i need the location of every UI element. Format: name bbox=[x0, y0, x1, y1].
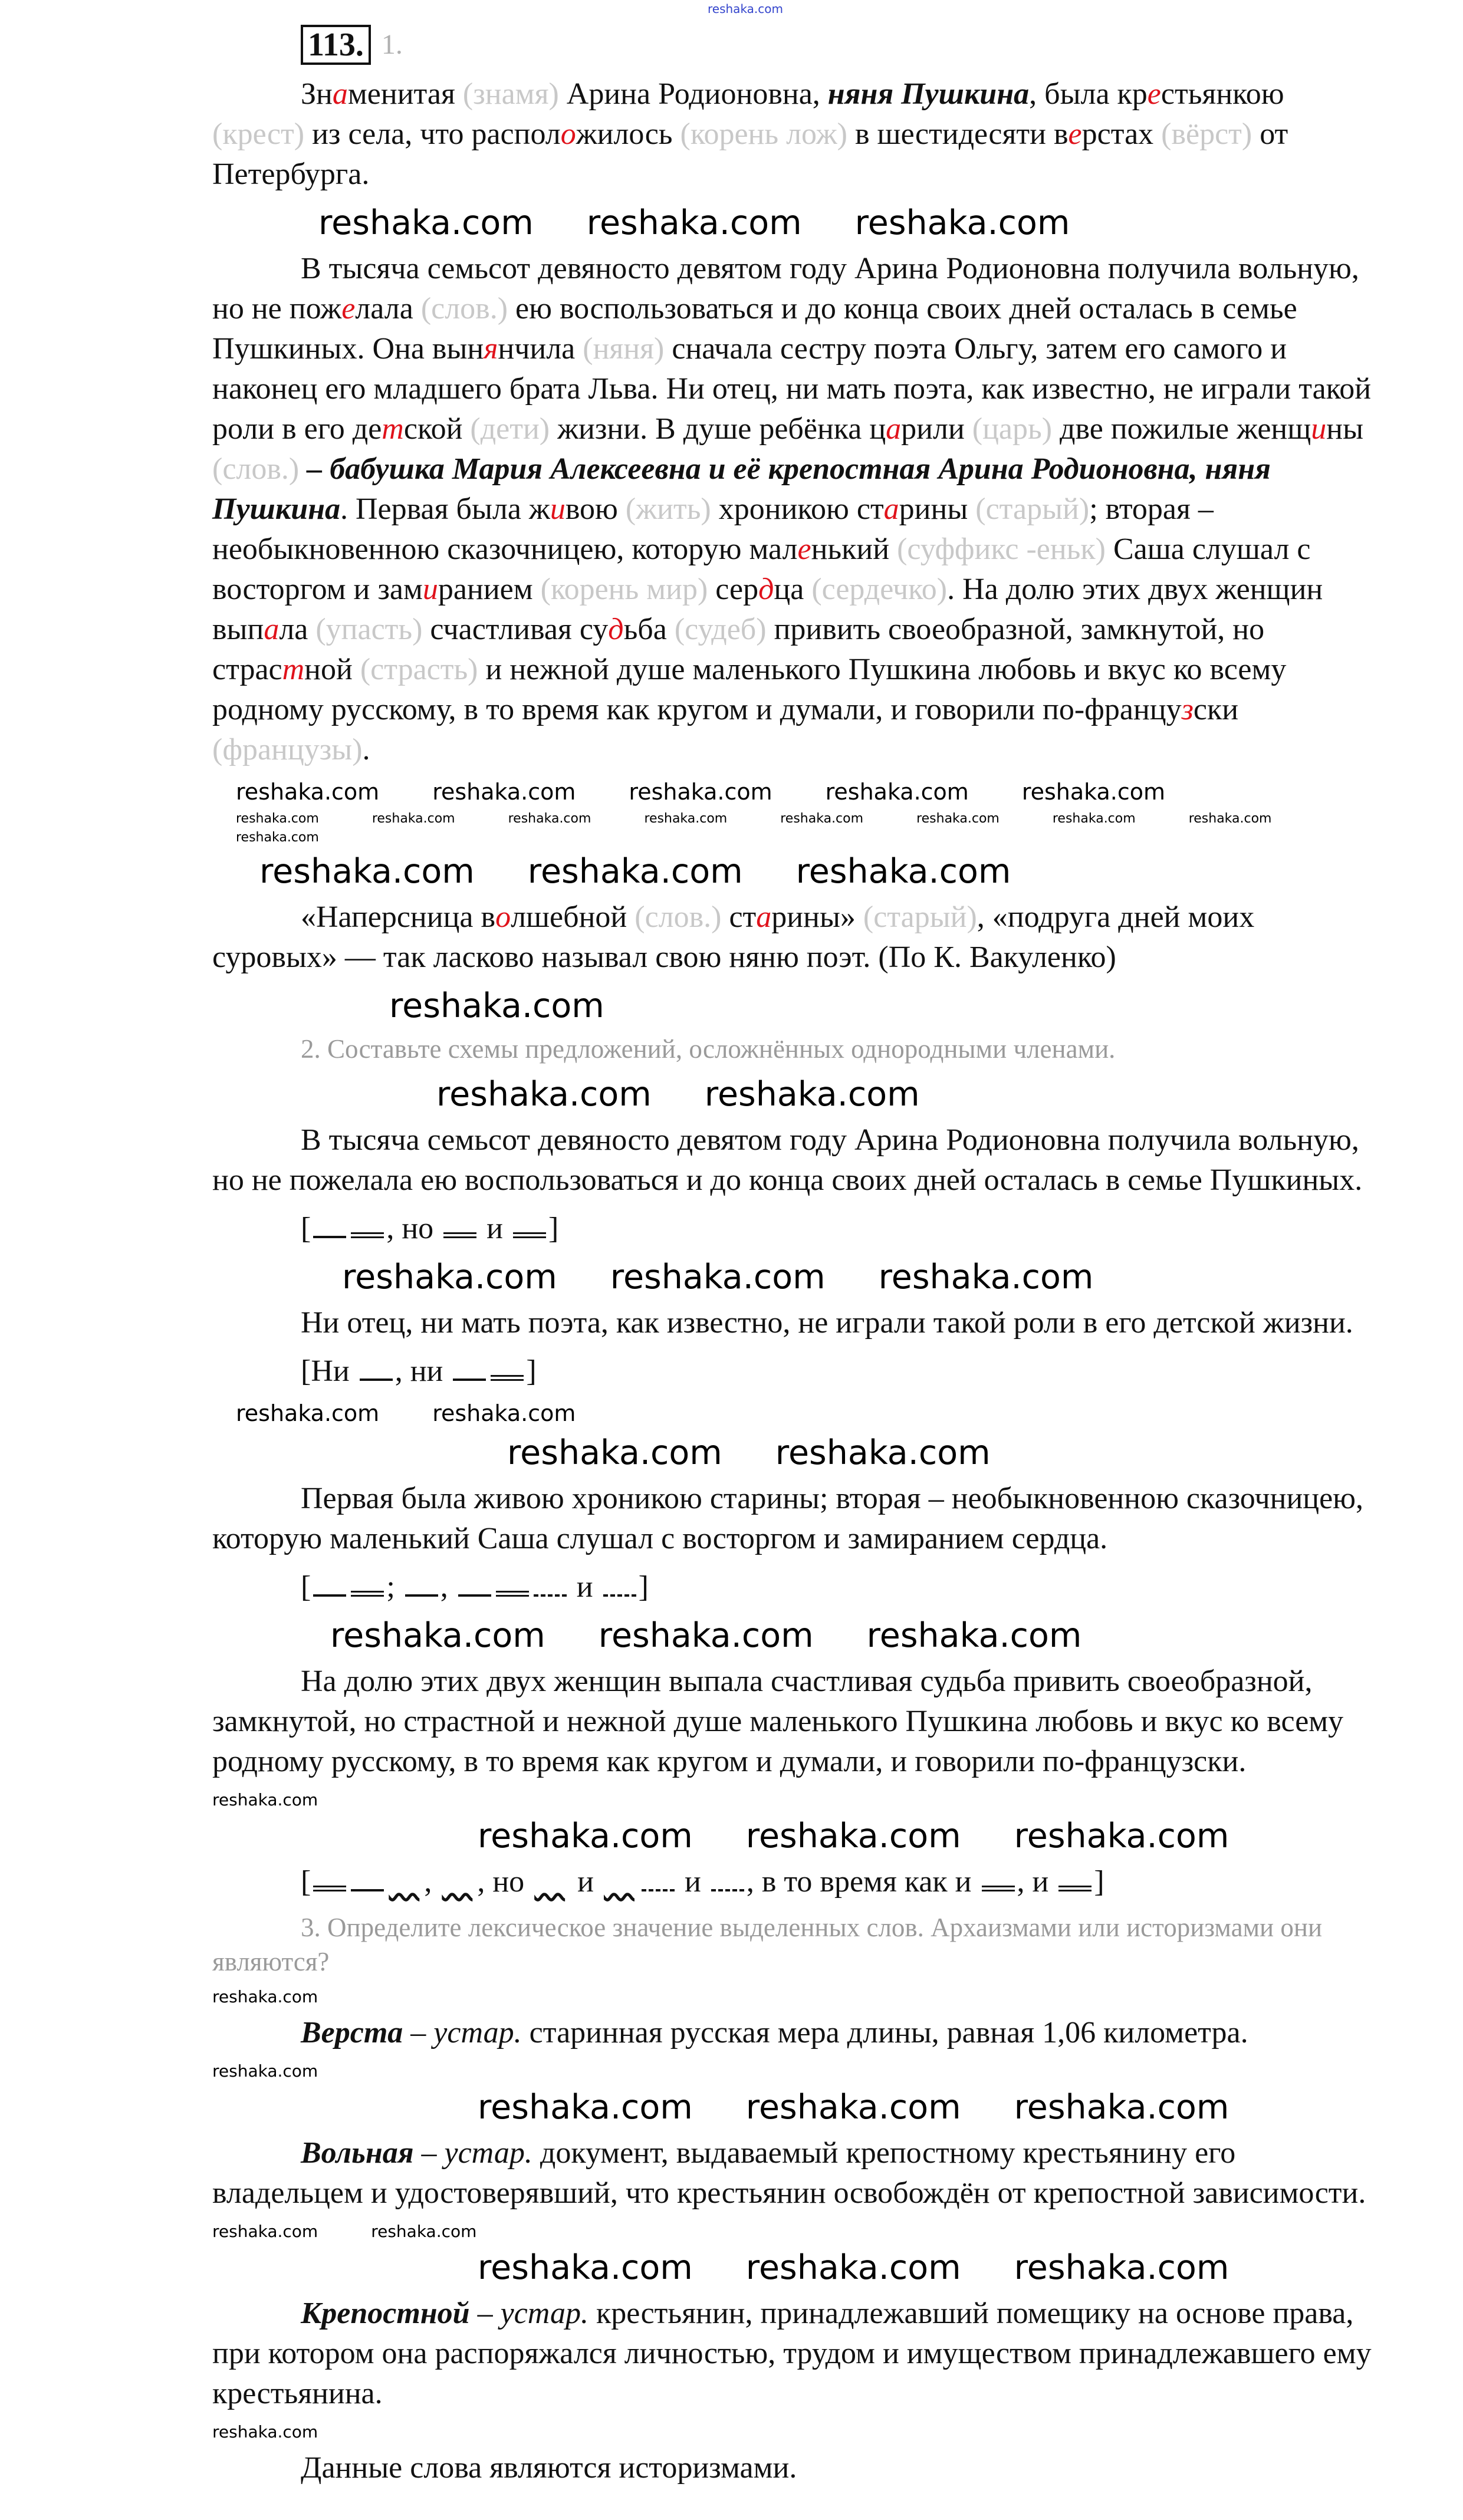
scheme-dashed-mark bbox=[711, 1881, 744, 1891]
watermark: reshaka.com bbox=[436, 1075, 652, 1114]
scheme-predicate-mark bbox=[1058, 1877, 1092, 1891]
text-run: две пожилые женщ bbox=[1052, 412, 1311, 446]
definition-volnaya bbox=[212, 2133, 1377, 2213]
scheme-predicate-mark bbox=[491, 1367, 524, 1381]
paragraph-1 bbox=[212, 74, 1377, 195]
scheme-text: и bbox=[479, 1212, 511, 1245]
text-run: в шестидесяти в bbox=[847, 117, 1069, 151]
scheme-wavy-mark bbox=[442, 1862, 475, 1870]
text-run: ски bbox=[1193, 693, 1239, 726]
watermark: reshaka.com bbox=[1014, 1817, 1229, 1856]
hint-text: (суффикс -еньк) bbox=[897, 532, 1106, 566]
text-run: старинная русская мера длины, равная 1,06 километра. bbox=[521, 2016, 1248, 2049]
watermark: reshaka.com bbox=[318, 203, 534, 242]
highlighted-letter: о bbox=[560, 117, 576, 151]
text-run: – bbox=[403, 2016, 434, 2049]
scheme-text: , bbox=[440, 1570, 456, 1604]
highlighted-letter: е bbox=[1068, 117, 1082, 151]
scheme-text: [ bbox=[301, 1212, 311, 1245]
text-run: ранием bbox=[438, 573, 541, 606]
watermark-row bbox=[212, 986, 1377, 1026]
scheme-text: [Ни bbox=[301, 1354, 357, 1388]
watermark: reshaka.com bbox=[478, 2088, 693, 2127]
highlighted-letter: а bbox=[332, 77, 348, 111]
watermark-row bbox=[212, 1074, 1377, 1114]
scheme-subject-mark bbox=[453, 1370, 486, 1381]
text-run: «Наперсница в bbox=[301, 900, 496, 934]
text-run: рили bbox=[901, 412, 972, 446]
text-run: ею воспользоваться и до конца своих дней осталась в семье Пушкиных. Она вын bbox=[212, 292, 1297, 366]
text-run: В тысяча семьсот девяносто девятом году Арина Родионовна получила вольную, но не пож bbox=[212, 252, 1359, 325]
emphasized-text: Крепостной bbox=[301, 2297, 470, 2330]
watermark: reshaka.com bbox=[1052, 811, 1136, 826]
hint-text: (знамя) bbox=[462, 77, 559, 111]
scheme-text: ] bbox=[638, 1570, 649, 1604]
scheme-text: , но bbox=[477, 1865, 532, 1899]
scheme-dashed-mark bbox=[534, 1586, 567, 1597]
text-run: , «подруга дней моих суровых» — так ласково называл свою няню поэт. (По К. Вакуленко) bbox=[212, 900, 1255, 974]
text-run: стьянкою bbox=[1160, 77, 1284, 111]
watermark: reshaka.com bbox=[704, 1075, 920, 1114]
text-run: ны bbox=[1326, 412, 1364, 446]
scheme-dashed-mark bbox=[642, 1881, 675, 1891]
label-text: устар. bbox=[444, 2136, 532, 2170]
watermark: reshaka.com bbox=[236, 1400, 380, 1426]
paragraph-2 bbox=[212, 249, 1377, 770]
watermark: reshaka.com bbox=[236, 830, 319, 845]
emphasized-text: Верста bbox=[301, 2016, 403, 2049]
text-run: ; вторая – необыкновенною сказочницею, которую мал bbox=[212, 492, 1214, 566]
watermark-row bbox=[212, 1400, 1377, 1427]
scheme-subject-mark bbox=[351, 1881, 384, 1891]
watermark: reshaka.com bbox=[1014, 2248, 1229, 2287]
highlighted-letter: а bbox=[756, 900, 772, 934]
text-run: и нежной душе маленького Пушкина любовь и вкус ко всему родному русскому, в то время как кругом и думали, и говорили по-францу bbox=[212, 653, 1287, 726]
watermark: reshaka.com bbox=[745, 1817, 961, 1856]
text-run: . Первая была ж bbox=[340, 492, 550, 526]
text-run: лала bbox=[355, 292, 421, 325]
text-run: нький bbox=[811, 532, 897, 566]
watermark: reshaka.com bbox=[389, 986, 604, 1025]
scheme-1 bbox=[212, 1209, 1377, 1249]
hint-text: (слов.) bbox=[634, 900, 722, 934]
text-run: ст bbox=[721, 900, 757, 934]
watermark: reshaka.com bbox=[795, 852, 1011, 891]
text-run: Арина Родионовна, bbox=[558, 77, 828, 111]
text-run: ца bbox=[774, 573, 812, 606]
scheme-text: , bbox=[424, 1865, 440, 1899]
hint-text: (страсть) bbox=[360, 653, 478, 686]
watermark: reshaka.com bbox=[212, 2222, 318, 2241]
highlighted-letter: т bbox=[282, 653, 305, 686]
watermark-row bbox=[212, 203, 1377, 243]
scheme-subject-mark bbox=[360, 1370, 393, 1381]
scheme-wavy-mark bbox=[604, 1862, 637, 1870]
watermark: reshaka.com bbox=[508, 811, 591, 826]
text-run: . На долю этих двух женщин вып bbox=[212, 573, 1323, 646]
watermark: reshaka.com bbox=[745, 2088, 961, 2127]
watermark: reshaka.com bbox=[1188, 811, 1272, 826]
label-text: устар. bbox=[500, 2297, 589, 2330]
watermark: reshaka.com bbox=[478, 1817, 693, 1856]
highlighted-letter: а bbox=[886, 412, 902, 446]
scheme-text: ] bbox=[1094, 1865, 1104, 1899]
scheme-predicate-mark bbox=[982, 1877, 1015, 1891]
watermark: reshaka.com bbox=[236, 779, 380, 805]
watermark-row bbox=[212, 811, 1377, 846]
text-run: ной bbox=[304, 653, 360, 686]
text-run: вою bbox=[565, 492, 626, 526]
text-run: Зн bbox=[301, 77, 333, 111]
text-run: жизни. В душе ребёнка ц bbox=[550, 412, 886, 446]
text-run bbox=[299, 452, 307, 486]
highlighted-letter: е bbox=[797, 532, 811, 566]
watermark-row bbox=[212, 2248, 1377, 2288]
watermark-row bbox=[212, 1257, 1377, 1297]
watermark-row bbox=[212, 2222, 1377, 2242]
text-run: Саша слушал с восторгом и зам bbox=[212, 532, 1311, 606]
watermark: reshaka.com bbox=[825, 779, 969, 805]
watermark: reshaka.com bbox=[598, 1616, 814, 1655]
watermark: reshaka.com bbox=[916, 811, 1000, 826]
text-run: ской bbox=[403, 412, 471, 446]
exercise-header bbox=[301, 21, 1377, 68]
text-run: ьба bbox=[623, 613, 675, 646]
emphasized-text: няня Пушкина bbox=[827, 77, 1030, 111]
watermark-row bbox=[212, 1987, 1377, 2007]
text-run: . bbox=[362, 733, 370, 766]
watermark: reshaka.com bbox=[878, 1258, 1094, 1297]
text-run: рстах bbox=[1081, 117, 1162, 151]
hint-text: (корень лож) bbox=[680, 117, 847, 151]
scheme-text: ] bbox=[548, 1212, 559, 1245]
text-run: – bbox=[413, 2136, 445, 2170]
task-3-heading: 3. Определите лексическое значение выделенных слов. Архаизмами или историзмами они являются? bbox=[212, 1913, 1323, 1976]
text-run: рины» bbox=[771, 900, 863, 934]
watermark: reshaka.com bbox=[212, 2061, 318, 2081]
task-2-heading: 2. Составьте схемы предложений, осложнённых однородными членами. bbox=[301, 1034, 1116, 1064]
scheme-predicate-mark bbox=[351, 1583, 384, 1597]
text-run: , была кр bbox=[1029, 77, 1148, 111]
top-watermark: reshaka.com bbox=[708, 2, 783, 16]
scheme-wavy-mark bbox=[534, 1862, 567, 1870]
hint-text: (корень мир) bbox=[540, 573, 708, 606]
highlighted-letter: д bbox=[758, 573, 774, 606]
watermark: reshaka.com bbox=[432, 1400, 576, 1426]
highlighted-letter: а bbox=[883, 492, 899, 526]
highlighted-letter: и bbox=[1311, 412, 1327, 446]
highlighted-letter: и bbox=[550, 492, 566, 526]
hint-text: (царь) bbox=[972, 412, 1053, 446]
text-run: от Петербурга. bbox=[212, 117, 1288, 191]
scheme-subject-mark bbox=[313, 1586, 346, 1597]
watermark: reshaka.com bbox=[371, 2222, 477, 2241]
highlighted-letter: д bbox=[608, 613, 624, 646]
scheme-dashed-mark bbox=[603, 1586, 636, 1597]
exercise-number: 113. bbox=[301, 25, 371, 65]
watermark: reshaka.com bbox=[745, 2248, 961, 2287]
scheme-4 bbox=[212, 1862, 1377, 1902]
scheme-wavy-mark bbox=[389, 1862, 422, 1870]
scheme-predicate-mark bbox=[496, 1583, 529, 1597]
text-run: нчила bbox=[498, 332, 583, 366]
watermark: reshaka.com bbox=[527, 852, 743, 891]
watermark-row bbox=[212, 778, 1377, 805]
hint-text: (жить) bbox=[625, 492, 711, 526]
scheme-subject-mark bbox=[458, 1586, 491, 1597]
watermark: reshaka.com bbox=[586, 203, 802, 242]
watermark: reshaka.com bbox=[236, 811, 319, 826]
watermark: reshaka.com bbox=[854, 203, 1070, 242]
hint-text: (дети) bbox=[470, 412, 550, 446]
highlighted-letter: з bbox=[1181, 693, 1194, 726]
text-run: документ, выдаваемый крепостному крестьянину его владельцем и удостоверявший, что крестьянин освобождён от крепостной зависимости. bbox=[212, 2136, 1366, 2210]
hint-text: (слов.) bbox=[212, 452, 300, 486]
scheme-text: [ bbox=[301, 1570, 311, 1604]
scheme-text: , в то время как и bbox=[746, 1865, 979, 1899]
scheme-text: [ bbox=[301, 1865, 311, 1899]
text-run: хроникою ст bbox=[711, 492, 884, 526]
scheme-text: и bbox=[570, 1865, 601, 1899]
hint-text: (французы) bbox=[212, 733, 363, 766]
scheme-text: , ни bbox=[394, 1354, 451, 1388]
watermark: reshaka.com bbox=[212, 1987, 318, 2006]
task-number: 1. bbox=[381, 29, 403, 60]
emphasized-text: – бабушка Мария Алексеевна и её крепостная Арина Родионовна, няня Пушкина bbox=[212, 452, 1271, 526]
watermark-row bbox=[212, 2422, 1377, 2442]
watermark: reshaka.com bbox=[775, 1433, 991, 1472]
watermark: reshaka.com bbox=[629, 779, 772, 805]
highlighted-letter: е bbox=[1147, 77, 1161, 111]
watermark-row bbox=[212, 1816, 1377, 1856]
highlighted-letter: а bbox=[264, 613, 280, 646]
text-run: рины bbox=[899, 492, 976, 526]
text-run: сначала сестру поэта Ольгу, затем его самого и наконец его младшего брата Льва. Ни отец, ни мать поэта, как известно, не играли такой роли в его де bbox=[212, 332, 1372, 446]
scheme-predicate-mark bbox=[313, 1877, 346, 1891]
text-run: лшебной bbox=[511, 900, 635, 934]
watermark: reshaka.com bbox=[432, 779, 576, 805]
scheme-subject-mark bbox=[313, 1228, 346, 1238]
scheme-text: и bbox=[568, 1570, 601, 1604]
watermark: reshaka.com bbox=[610, 1258, 826, 1297]
scheme-text: , но bbox=[386, 1212, 442, 1245]
hint-text: (вёрст) bbox=[1161, 117, 1252, 151]
text-run: из села, что распол bbox=[304, 117, 561, 151]
watermark-row bbox=[212, 2061, 1377, 2081]
sentence-2: Ни отец, ни мать поэта, как известно, не играли такой роли в его детской жизни. bbox=[301, 1306, 1353, 1340]
text-run: сер bbox=[708, 573, 759, 606]
text-run: – bbox=[469, 2297, 501, 2330]
watermark: reshaka.com bbox=[507, 1433, 722, 1472]
highlighted-letter: я bbox=[484, 332, 498, 366]
watermark: reshaka.com bbox=[330, 1616, 545, 1655]
hint-text: (крест) bbox=[212, 117, 305, 151]
watermark: reshaka.com bbox=[212, 1790, 318, 1810]
emphasized-text: Вольная bbox=[301, 2136, 414, 2170]
watermark: reshaka.com bbox=[212, 2422, 318, 2442]
watermark: reshaka.com bbox=[780, 811, 864, 826]
definition-krepostnoy bbox=[212, 2294, 1377, 2414]
watermark: reshaka.com bbox=[644, 811, 728, 826]
text-run: жилось bbox=[576, 117, 680, 151]
hint-text: (старый) bbox=[975, 492, 1090, 526]
hint-text: (няня) bbox=[583, 332, 665, 366]
scheme-subject-mark bbox=[405, 1586, 438, 1597]
sentence-3: Первая была живою хроникою старины; вторая – необыкновенною сказочницею, которую маленький Саша слушал с восторгом и замиранием сердца. bbox=[212, 1482, 1364, 1555]
definition-versta bbox=[212, 2013, 1377, 2053]
hint-text: (упасть) bbox=[315, 613, 423, 646]
text-run: ла bbox=[279, 613, 316, 646]
scheme-text: и bbox=[676, 1865, 709, 1899]
scheme-predicate-mark bbox=[351, 1224, 384, 1238]
highlighted-letter: т bbox=[382, 412, 404, 446]
scheme-3 bbox=[212, 1567, 1377, 1607]
watermark: reshaka.com bbox=[478, 2248, 693, 2287]
watermark-row bbox=[212, 1616, 1377, 1656]
scheme-predicate-mark bbox=[513, 1224, 546, 1238]
watermark-row bbox=[212, 2087, 1377, 2127]
watermark: reshaka.com bbox=[866, 1616, 1082, 1655]
text-run: менитая bbox=[347, 77, 463, 111]
scheme-text: , и bbox=[1017, 1865, 1057, 1899]
page-content bbox=[0, 18, 1463, 2520]
scheme-text: ] bbox=[526, 1354, 537, 1388]
hint-text: (слов.) bbox=[420, 292, 508, 325]
text-run: привить своеобразной, замкнутой, но страс bbox=[212, 613, 1265, 686]
highlighted-letter: о bbox=[495, 900, 511, 934]
watermark: reshaka.com bbox=[259, 852, 475, 891]
hint-text: (судеб) bbox=[674, 613, 767, 646]
text-run: счастливая су bbox=[422, 613, 609, 646]
watermark: reshaka.com bbox=[1021, 779, 1166, 805]
hint-text: (старый) bbox=[863, 900, 977, 934]
sentence-1: В тысяча семьсот девяносто девятом году Арина Родионовна получила вольную, но не пожелала ею воспользоваться и до конца своих дней осталась в семье Пушкиных. bbox=[212, 1123, 1363, 1197]
watermark: reshaka.com bbox=[371, 811, 455, 826]
watermark-row bbox=[212, 851, 1377, 891]
conclusion: Данные слова являются историзмами. bbox=[301, 2451, 797, 2485]
watermark-row bbox=[212, 1433, 1377, 1473]
hint-text: (сердечко) bbox=[811, 573, 948, 606]
watermark-row bbox=[212, 1790, 1377, 1810]
paragraph-3 bbox=[212, 897, 1377, 978]
sentence-4: На долю этих двух женщин выпала счастливая судьба привить своеобразной, замкнутой, но страстной и нежной душе маленького Пушкина любовь и вкус ко всему родному русскому, в то время как кругом и думали, и говорили по-французски. bbox=[212, 1664, 1344, 1778]
scheme-text: ; bbox=[386, 1570, 403, 1604]
highlighted-letter: и bbox=[422, 573, 438, 606]
label-text: устар. bbox=[433, 2016, 522, 2049]
watermark: reshaka.com bbox=[342, 1258, 557, 1297]
highlighted-letter: е bbox=[341, 292, 356, 325]
scheme-2 bbox=[212, 1351, 1377, 1391]
scheme-predicate-mark bbox=[443, 1224, 476, 1238]
text-run: крестьянин, принадлежавший помещику на основе права, при котором она распоряжался личностью, трудом и имуществом принадлежавшего ему крестьянина. bbox=[212, 2297, 1372, 2410]
watermark: reshaka.com bbox=[1014, 2088, 1229, 2127]
